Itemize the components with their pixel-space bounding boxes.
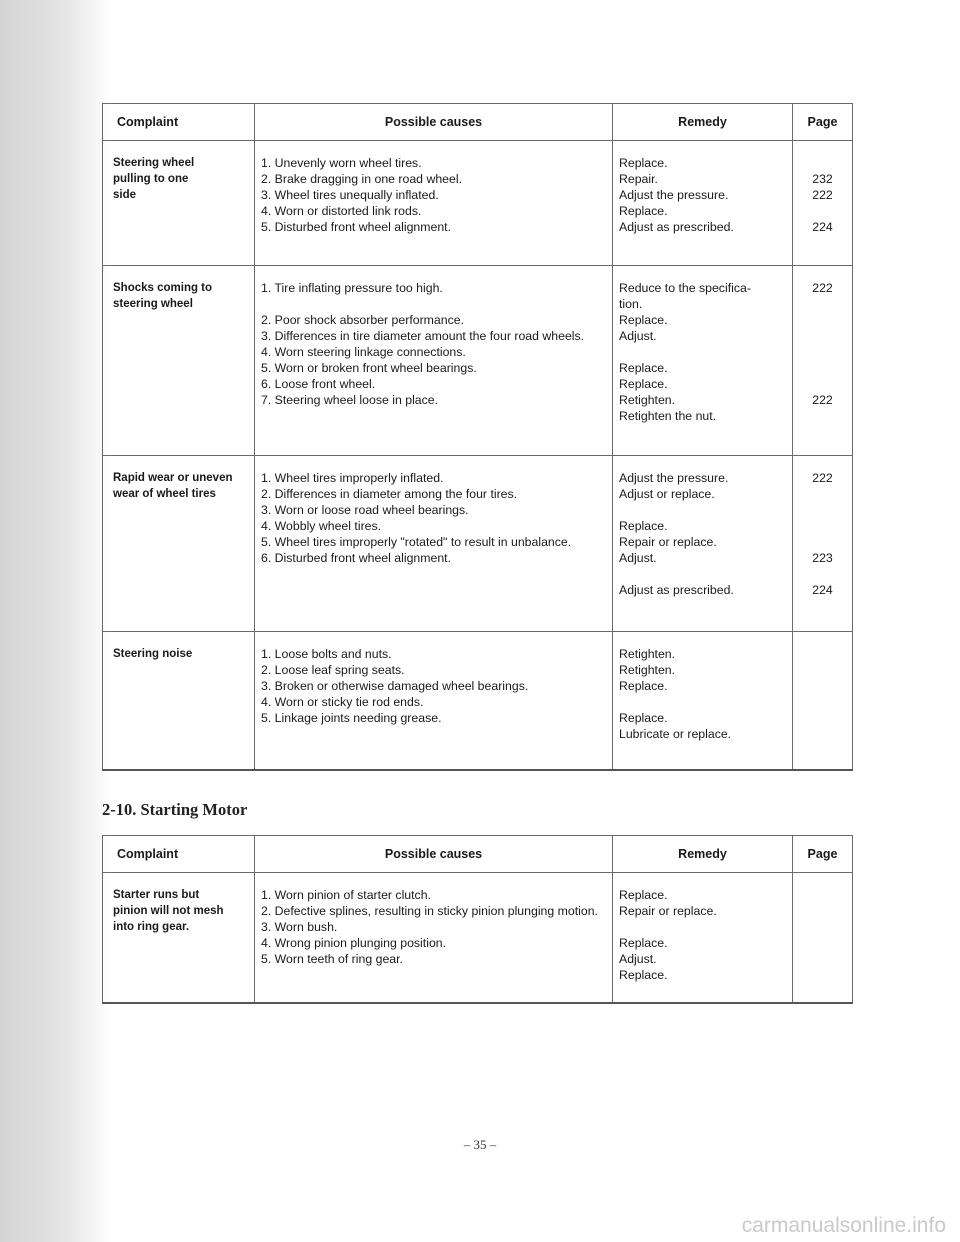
header-remedy: Remedy — [613, 104, 793, 141]
remedy-cell: Retighten. Retighten. Replace. Replace. Lubricate or replace. — [613, 632, 793, 770]
watermark: carmanualsonline.info — [741, 1214, 946, 1237]
header-causes: Possible causes — [255, 836, 613, 873]
causes-cell: 1. Unevenly worn wheel tires. 2. Brake dragging in one road wheel. 3. Wheel tires unequally inflated. 4. Worn or distorted link rods. 5. Disturbed front wheel alignment. — [255, 141, 613, 266]
complaint-cell: Starter runs but pinion will not mesh into ring gear. — [103, 873, 255, 1003]
page-cell — [793, 873, 853, 1003]
complaint-cell: Steering noise — [103, 632, 255, 770]
table-header-row — [103, 104, 853, 141]
remedy-cell: Replace. Repair. Adjust the pressure. Replace. Adjust as prescribed. — [613, 141, 793, 266]
header-causes: Possible causes — [255, 104, 613, 141]
table-row — [103, 266, 853, 456]
table-row — [103, 141, 853, 266]
table-row — [103, 632, 853, 770]
section-heading-starting-motor: 2-10. Starting Motor — [102, 800, 248, 819]
causes-cell: 1. Wheel tires improperly inflated. 2. Differences in diameter among the four tires. 3. Worn or loose road wheel bearings. 4. Wobbly wheel tires. 5. Wheel tires improperly "rotated" to result in unbalance. 6. Disturbed front wheel alignment. — [255, 456, 613, 632]
page-edge-shadow — [0, 0, 112, 1242]
header-page: Page — [793, 836, 853, 873]
page-number: – 35 – — [463, 1137, 497, 1152]
remedy-cell: Replace. Repair or replace. Replace. Adjust. Replace. — [613, 873, 793, 1003]
header-remedy: Remedy — [613, 836, 793, 873]
causes-cell: 1. Worn pinion of starter clutch. 2. Defective splines, resulting in sticky pinion plunging motion. 3. Worn bush. 4. Wrong pinion plunging position. 5. Worn teeth of ring gear. — [255, 873, 613, 1003]
complaint-cell: Steering wheel pulling to one side — [103, 141, 255, 266]
remedy-cell: Reduce to the specifica- tion. Replace. Adjust. Replace. Replace. Retighten. Retighten the nut. — [613, 266, 793, 456]
page-cell — [793, 632, 853, 770]
header-complaint: Complaint — [103, 836, 255, 873]
complaint-cell: Shocks coming to steering wheel — [103, 266, 255, 456]
page-cell: 232 222 224 — [793, 141, 853, 266]
page-cell: 222 223 224 — [793, 456, 853, 632]
remedy-cell: Adjust the pressure. Adjust or replace. Replace. Repair or replace. Adjust. Adjust as prescribed. — [613, 456, 793, 632]
page-cell: 222 222 — [793, 266, 853, 456]
causes-cell: 1. Loose bolts and nuts. 2. Loose leaf spring seats. 3. Broken or otherwise damaged wheel bearings. 4. Worn or sticky tie rod ends. 5. Linkage joints needing grease. — [255, 632, 613, 770]
starting-motor-troubleshooting-table — [102, 835, 853, 1004]
steering-troubleshooting-table — [102, 103, 853, 771]
causes-cell: 1. Tire inflating pressure too high. 2. Poor shock absorber performance. 3. Differences in tire diameter amount the four road wheels. 4. Worn steering linkage connections. 5. Worn or broken front wheel bearings. 6. Loose front wheel. 7. Steering wheel loose in place. — [255, 266, 613, 456]
complaint-cell: Rapid wear or uneven wear of wheel tires — [103, 456, 255, 632]
table-row — [103, 456, 853, 632]
header-page: Page — [793, 104, 853, 141]
table-row — [103, 873, 853, 1003]
table-header-row — [103, 836, 853, 873]
header-complaint: Complaint — [103, 104, 255, 141]
